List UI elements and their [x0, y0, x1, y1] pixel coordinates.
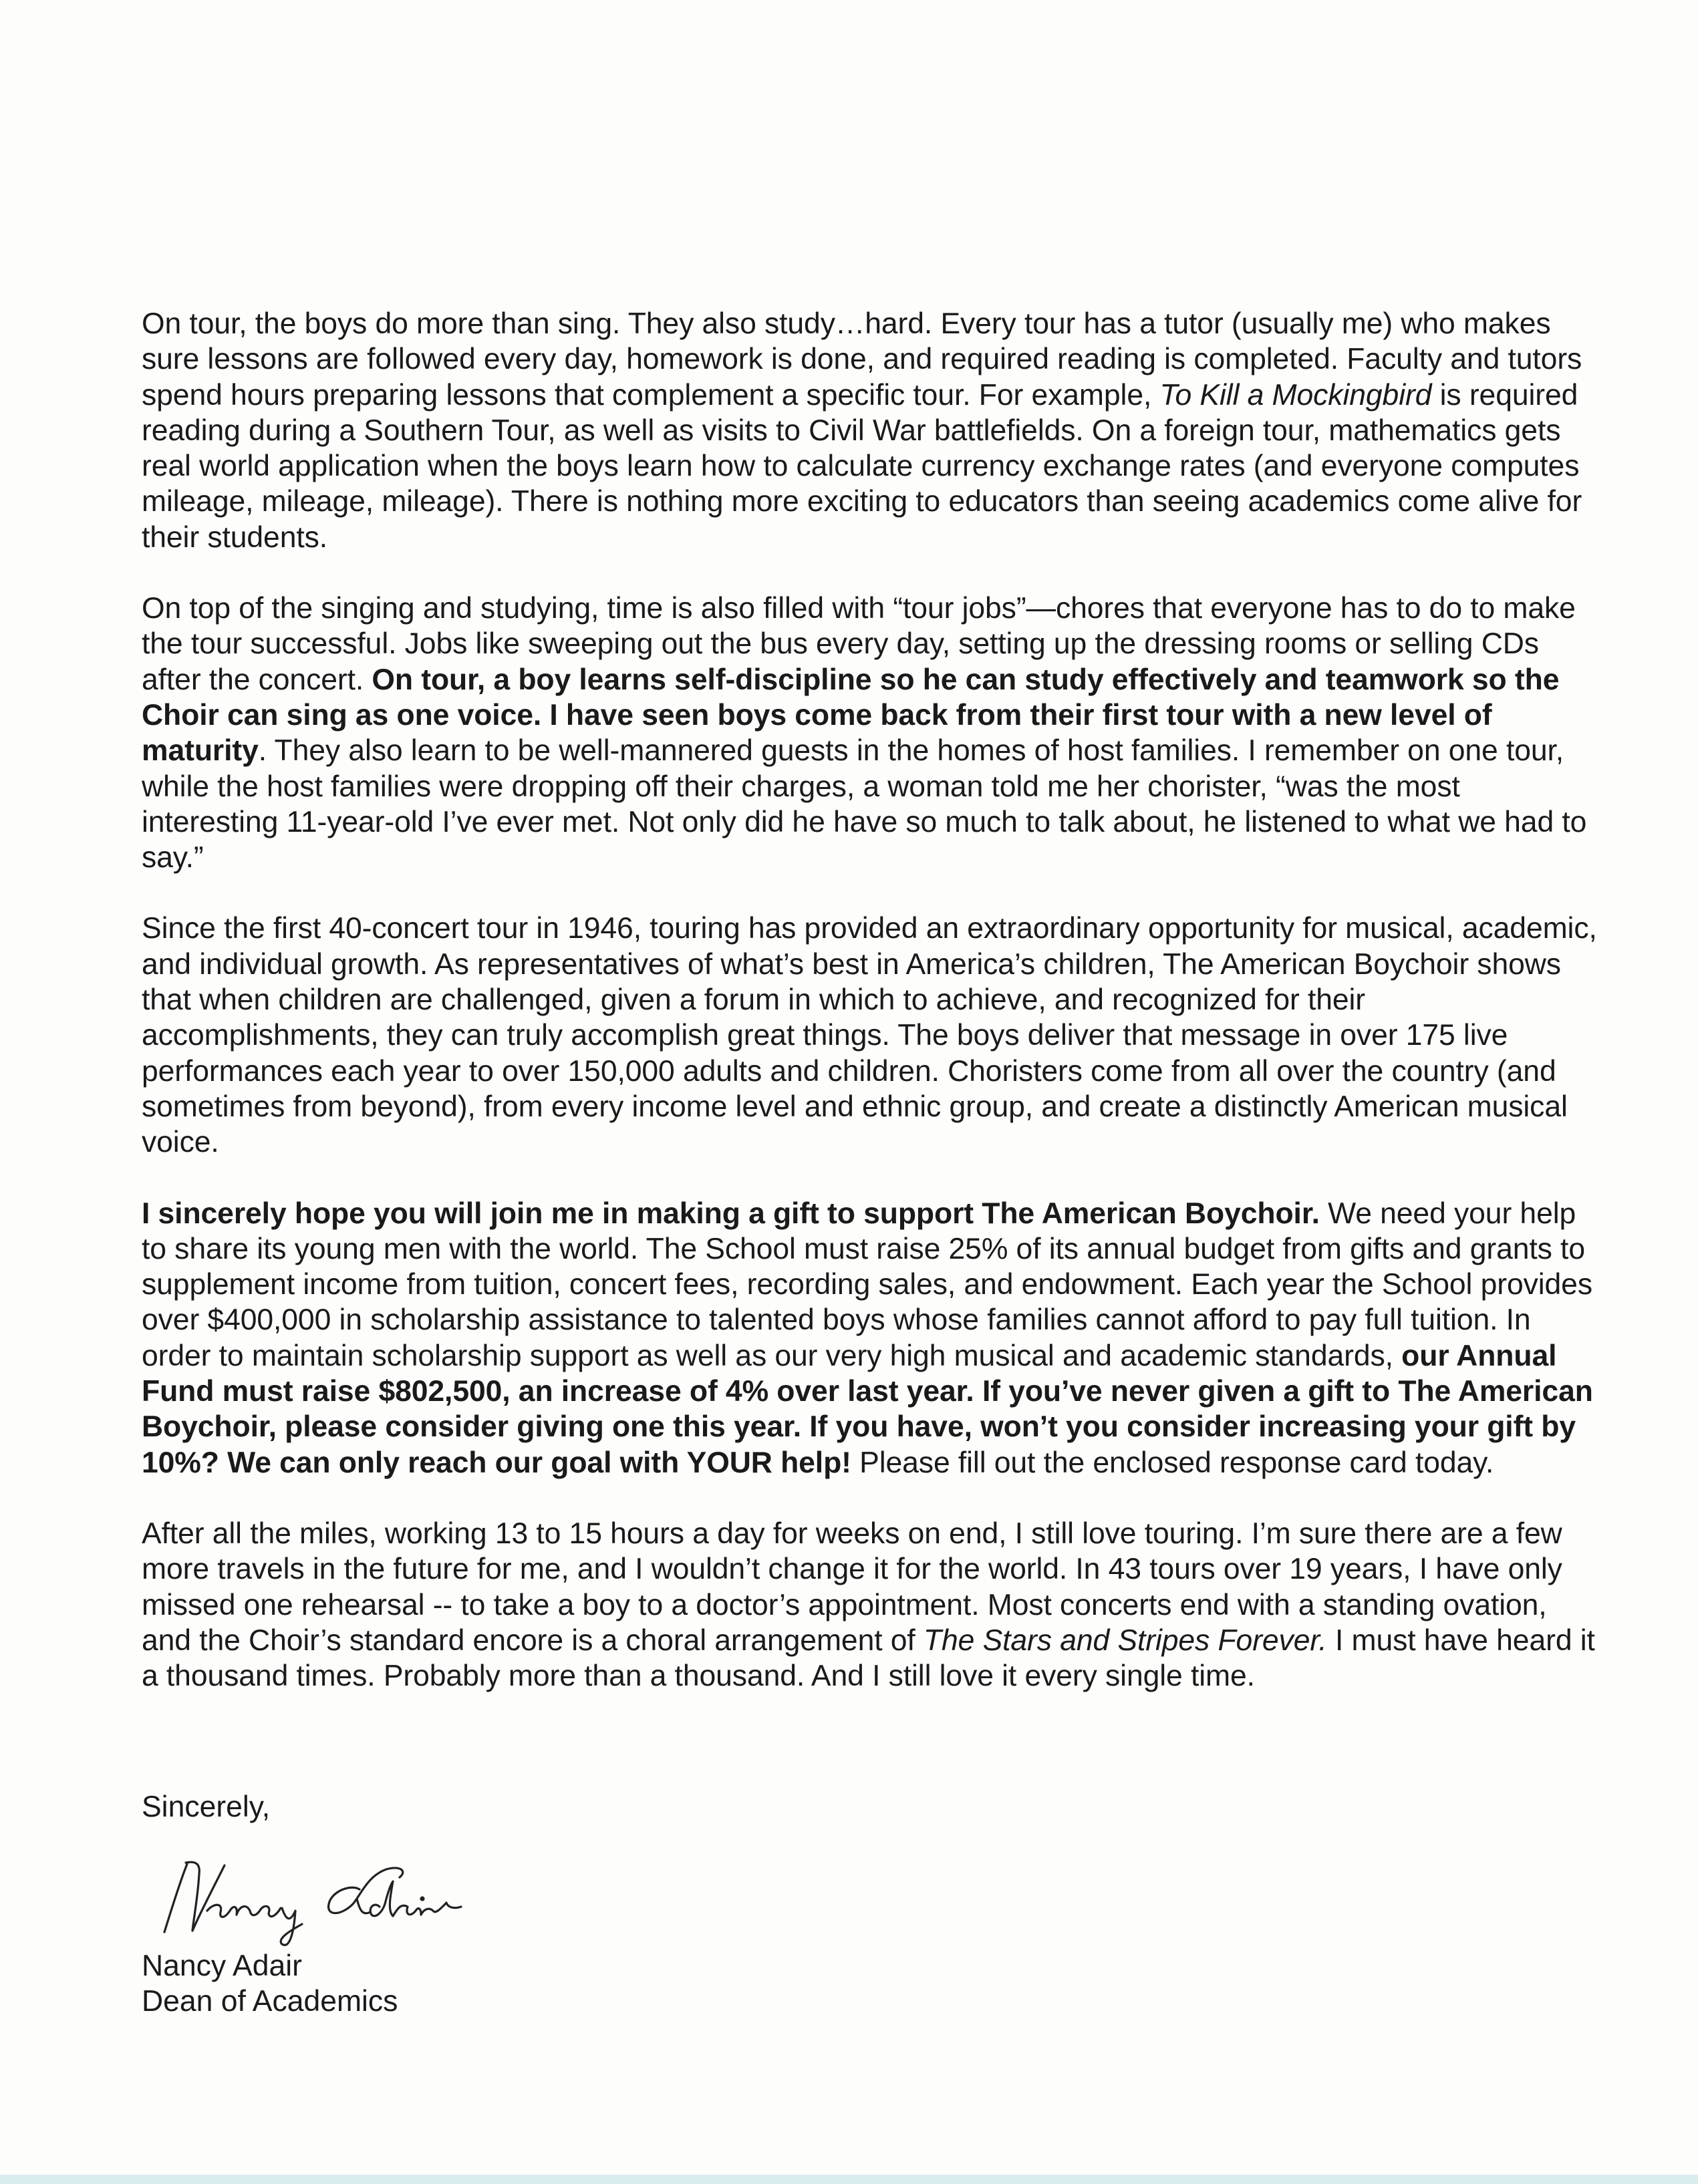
paragraph-history [142, 911, 1598, 1160]
paragraph-tour-jobs [142, 591, 1598, 875]
text-run: Please fill out the enclosed response card today. [851, 1446, 1494, 1479]
text-run: Since the first 40-concert tour in 1946, touring has provided an extraordinary opportunity for musical, academic, and individual growth. As representatives of what’s best in America’s children, The American Boychoir shows that when children are challenged, given a forum in which to achieve, and recognized for their accomplishments, they can truly accomplish great things. The boys deliver that message in over 175 live performances each year to over 150,000 adults and children. Choristers come from all over the country (and sometimes from beyond), from every income level and ethnic group, and create a distinctly American musical voice. [142, 912, 1597, 1159]
paragraph-appeal [142, 1196, 1598, 1480]
signer-block [142, 1948, 398, 2020]
paragraph-tutoring [142, 306, 1598, 555]
text-run: I must have heard it a thousand times. Probably more than a thousand. And I still love it every single time. [142, 1623, 1595, 1693]
text-run: On top of the singing and studying, time is also filled with “tour jobs”—chores that everyone has to do to make the tour successful. Jobs like sweeping out the bus every day, setting up the dressing rooms or selling CDs after the concert. [142, 592, 1576, 696]
text-run: We need your help to share its young men with the world. The School must raise 25% of its annual budget from gifts and grants to supplement income from tuition, concert fees, recording sales, and endowment. Each year the School provides over $400,000 in scholarship assistance to talented boys whose families cannot afford to pay full tuition. In order to maintain scholarship support as well as our very high musical and academic standards, [142, 1197, 1592, 1372]
closing-block [142, 1789, 270, 1825]
text-run: On tour, a boy learns self-discipline so he can study effectively and teamwork so the Choir can sing as one voice. I have seen boys come back from their first tour with a new level of maturity [142, 663, 1560, 768]
signer-name: Nancy Adair [142, 1949, 302, 1982]
letter-body [142, 306, 1598, 1729]
scan-edge [0, 2175, 1698, 2184]
paragraph-love-touring [142, 1516, 1598, 1694]
text-run: After all the miles, working 13 to 15 hours a day for weeks on end, I still love touring. I’m sure there are a few more travels in the future for me, and I wouldn’t change it for the world. In 43 tours over 19 years, I have only missed one rehearsal -- to take a boy to a doctor’s appointment. Most concerts end with a standing ovation, and the Choir’s standard encore is a choral arrangement of [142, 1517, 1562, 1657]
handwritten-signature [159, 1837, 533, 1951]
text-run: is required reading during a Southern Tour, as well as visits to Civil War battlefields. On a foreign tour, mathematics gets real world application when the boys learn how to calculate currency exchange rates (and everyone computes mileage, mileage, mileage). There is nothing more exciting to educators than seeing academics come alive for their students. [142, 378, 1582, 554]
text-run: . They also learn to be well-mannered guests in the homes of host families. I remember on one tour, while the host families were dropping off their charges, a woman told me her chorister, “was the most interesting 11-year-old I’ve ever met. Not only did he have so much to talk about, he listened to what we had to say.” [142, 734, 1587, 875]
text-run: I sincerely hope you will join me in making a gift to support The American Boychoir. [142, 1197, 1320, 1230]
text-run: The Stars and Stripes Forever. [923, 1623, 1327, 1657]
text-run: To Kill a Mockingbird [1159, 378, 1432, 412]
text-run: our Annual Fund must raise $802,500, an increase of 4% over last year. If you’ve never given a gift to The American Boychoir, please consider giving one this year. If you have, won’t you consider increasing your gift by 10%? We can only reach our goal with YOUR help! [142, 1339, 1593, 1479]
text-run: On tour, the boys do more than sing. They also study…hard. Every tour has a tutor (usually me) who makes sure lessons are followed every day, homework is done, and required reading is completed. Faculty and tutors spend hours preparing lessons that complement a specific tour. For example, [142, 307, 1582, 412]
signer-title: Dean of Academics [142, 1985, 398, 2018]
closing-salutation: Sincerely, [142, 1790, 271, 1823]
